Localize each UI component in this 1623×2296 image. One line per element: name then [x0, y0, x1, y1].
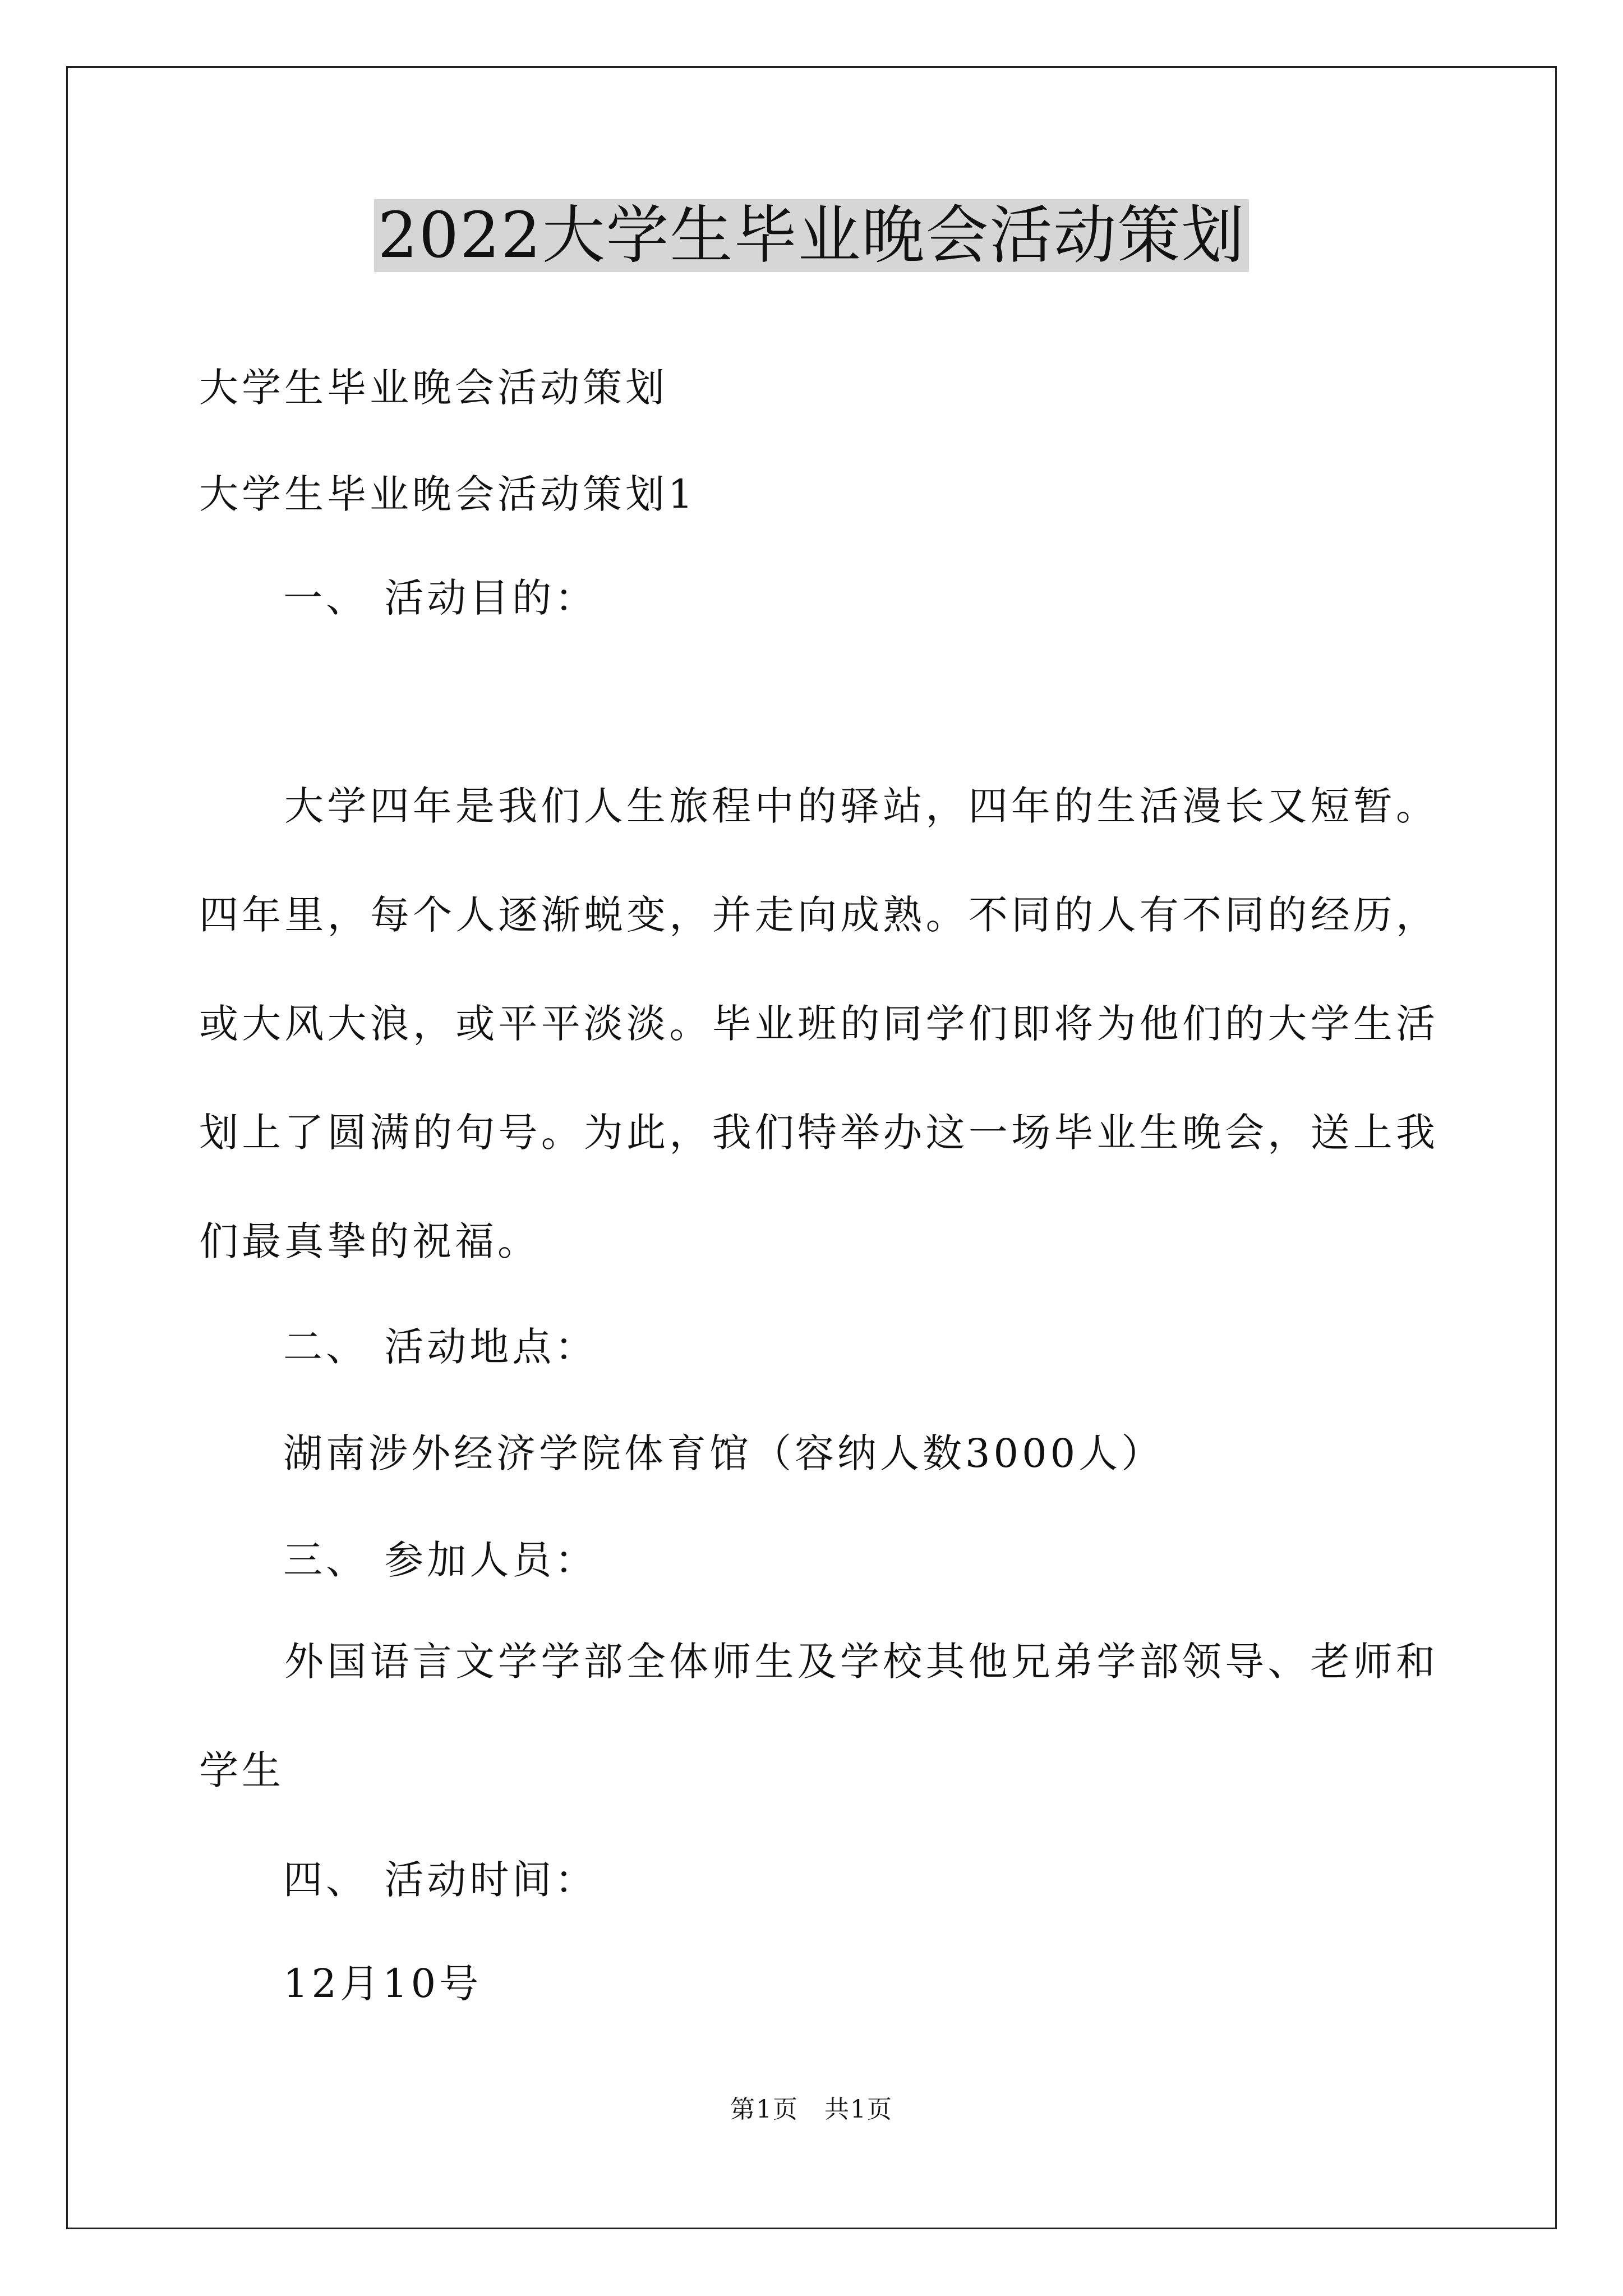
section-1-heading: 一、 活动目的： [283, 575, 598, 621]
subtitle-line-2: 大学生毕业晚会活动策划1 [199, 471, 697, 517]
section-2-paragraph: 湖南涉外经济学院体育馆（容纳人数3000人） [283, 1430, 1164, 1476]
section-4-paragraph: 12月10号 [283, 1961, 482, 2007]
section-2-heading: 二、 活动地点： [283, 1324, 598, 1370]
subtitle-line-1: 大学生毕业晚会活动策划 [199, 365, 668, 411]
page-footer: 第1页 共1页 [730, 2095, 893, 2124]
section-3-heading: 三、 参加人员： [283, 1537, 598, 1583]
section-1-paragraph: 大学四年是我们人生旅程中的驿站，四年的生活漫长又短暂。四年里，每个人逐渐蜕变，并走向成熟。不同的人有不同的经历，或大风大浪，或平平淡淡。毕业班的同学们即将为他们的大学生活划上了圆满的句号。为此，我们特举办这一场毕业生晚会，送上我们最真挚的祝福。 [199, 783, 1438, 1264]
document-title [0, 194, 1623, 278]
section-4-heading: 四、 活动时间： [283, 1857, 598, 1903]
document-title-text: 2022大学生毕业晚会活动策划 [374, 199, 1248, 272]
section-3-paragraph: 外国语言文学学部全体师生及学校其他兄弟学部领导、老师和学生 [199, 1639, 1438, 1793]
